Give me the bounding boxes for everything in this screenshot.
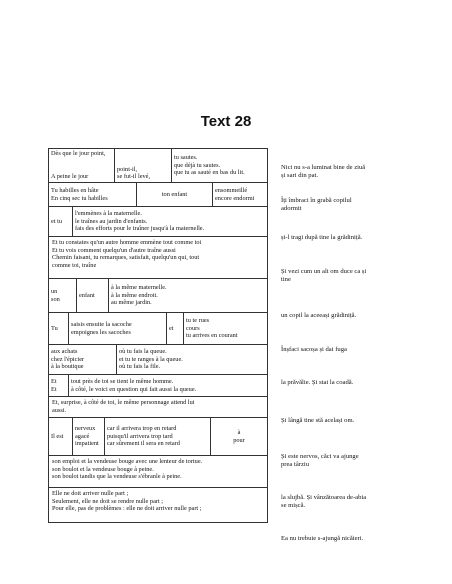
text-line: au même jardin. <box>111 299 152 307</box>
text-line: Chemin faisant, tu remarques, satisfait, quelqu'un qui, tout <box>52 254 200 262</box>
text-line: și-l tragi după tine la grădiniță. <box>281 234 363 241</box>
text-line: agacé <box>75 432 90 440</box>
text-line: où tu fais la file. <box>119 363 161 371</box>
translation-2 <box>281 197 431 213</box>
text-line: son boulot tandis que la vendeuse s'ébranle à peine. <box>52 473 182 481</box>
text-line: la prăvălie. Și stai la coadă. <box>281 379 354 386</box>
text-line: aussi. <box>52 406 67 414</box>
text-line: point-il, <box>117 165 138 173</box>
block-9 <box>49 418 267 456</box>
text-line: se mișcă. <box>281 502 306 509</box>
block-1 <box>49 149 267 183</box>
translation-4 <box>281 268 431 284</box>
text-line: tu arrives en courant <box>186 332 238 340</box>
text-line: Dès que le jour point, <box>51 150 106 157</box>
block-8 <box>49 375 267 418</box>
text-line: Nici nu s-a luminat bine de ziuă <box>281 164 366 171</box>
translation-5 <box>281 312 431 320</box>
text-title: Text 28 <box>200 113 252 130</box>
text-line: ton enfant <box>161 190 188 198</box>
text-line: son boulot et la vendeuse bouge à peine. <box>52 465 154 473</box>
text-line: Și vezi cum un alt om duce ca și <box>281 268 367 275</box>
text-line: A peine le jour <box>51 173 89 181</box>
text-line: adormit <box>281 205 302 212</box>
text-line: Și lângă tine stă același om. <box>281 417 355 424</box>
block-4 <box>49 237 267 279</box>
text-line: Pour elle, pas de problèmes : elle ne doit arriver nulle part ; <box>52 505 202 513</box>
translation-7 <box>281 379 431 387</box>
text-line: Și este nervos, căci va ajunge <box>281 453 359 460</box>
block-3 <box>49 207 267 237</box>
text-line: à côté, le voici en question qui fait aussi la queue. <box>71 385 197 393</box>
text-line: Et <box>51 385 57 393</box>
text-line: et tu <box>51 217 63 225</box>
text-line: Tu habilles en hâte <box>51 186 99 194</box>
block-5 <box>49 279 267 313</box>
text-line: comme toi, traîne <box>52 261 97 269</box>
text-line: à la même endroit. <box>111 291 158 299</box>
text-line: se fut-il levé, <box>117 173 151 181</box>
translation-9 <box>281 453 431 469</box>
text-line: Et tu vois comment quelqu'un d'autre traîne aussi <box>52 246 176 254</box>
translation-11 <box>281 535 431 543</box>
text-line: Et tu constates qu'un autre homme emmène tout comme toi <box>52 239 202 246</box>
text-line: Et <box>51 377 57 385</box>
text-line: et tu te ranges à la queue. <box>119 355 183 363</box>
text-line: le traînes au jardin d'enfants. <box>75 217 148 225</box>
text-line: puisqu'il arrivera trop tard <box>107 432 173 440</box>
text-line: pour <box>233 436 245 444</box>
text-line: impatient <box>75 440 99 448</box>
text-line: Il est <box>51 432 64 440</box>
text-line: chez l'épicier <box>51 355 85 363</box>
block-2 <box>49 183 267 207</box>
text-line: Elle ne doit arriver nulle part ; <box>52 490 129 497</box>
block-7 <box>49 345 267 375</box>
text-line: que déjà tu sautes. <box>174 161 221 169</box>
text-line: encore endormi <box>215 194 255 202</box>
text-line: tu te rues <box>186 317 210 325</box>
text-line: la slujbă. Și vânzătoarea de-abia <box>281 494 367 501</box>
text-line: où tu fais la queue. <box>119 348 167 356</box>
text-line: à la même maternelle. <box>111 284 167 292</box>
text-line: son emploi et la vendeuse bouge avec une lenteur de tortue. <box>52 458 203 465</box>
text-line: empoignes les sacoches <box>71 328 131 336</box>
text-line: et <box>169 324 174 332</box>
text-line: son <box>51 295 60 303</box>
text-line: enfant <box>79 291 95 299</box>
french-variants-grid <box>48 148 268 523</box>
block-10 <box>49 456 267 488</box>
text-line: un copil la aceeași grădiniță. <box>281 312 357 319</box>
text-line: aux achats <box>51 348 78 356</box>
text-line: à <box>237 428 241 436</box>
text-line: que tu as sauté en bas du lit. <box>174 169 245 177</box>
translation-10 <box>281 494 431 510</box>
text-line: car sûrement il sera en retard <box>107 440 180 448</box>
text-line: l'emmènes à la maternelle. <box>75 210 142 218</box>
text-line: tine <box>281 276 291 283</box>
text-line: Et, surprise, à côté de toi, le même personnage attend lui <box>52 399 195 406</box>
text-line: cours <box>186 324 200 332</box>
text-line: Seulement, elle ne doit se rendre nulle part ; <box>52 497 164 505</box>
text-line: Ea nu trebuie s-ajungă nicăieri. <box>281 535 364 542</box>
text-line: un <box>51 287 58 295</box>
text-line: Îți îmbraci în grabă copilul <box>281 197 352 204</box>
text-line: tout près de toi se tient le même homme. <box>71 377 174 385</box>
text-line: car il arrivera trop en retard <box>107 425 177 433</box>
text-line: prea târziu <box>281 461 310 468</box>
text-line: En cinq sec tu habilles <box>51 194 108 202</box>
text-line: saisis ensuite la sacoche <box>71 320 132 328</box>
text-line: Înșfaci sacoșa și dai fuga <box>281 346 347 353</box>
text-line: fais des efforts pour le traîner jusqu'à la maternelle. <box>75 225 205 233</box>
translation-8 <box>281 417 431 425</box>
text-line: nerveux <box>75 425 96 433</box>
translation-1 <box>281 164 431 180</box>
text-line: ensommeillé <box>215 186 248 194</box>
translation-6 <box>281 346 431 354</box>
block-6 <box>49 313 267 345</box>
text-line: tu sautes. <box>174 154 198 162</box>
text-line: și sari din pat. <box>281 172 318 179</box>
text-line: Tu <box>51 324 58 332</box>
block-11 <box>49 488 267 522</box>
translation-3 <box>281 234 431 242</box>
text-line: à la boutique <box>51 363 84 371</box>
